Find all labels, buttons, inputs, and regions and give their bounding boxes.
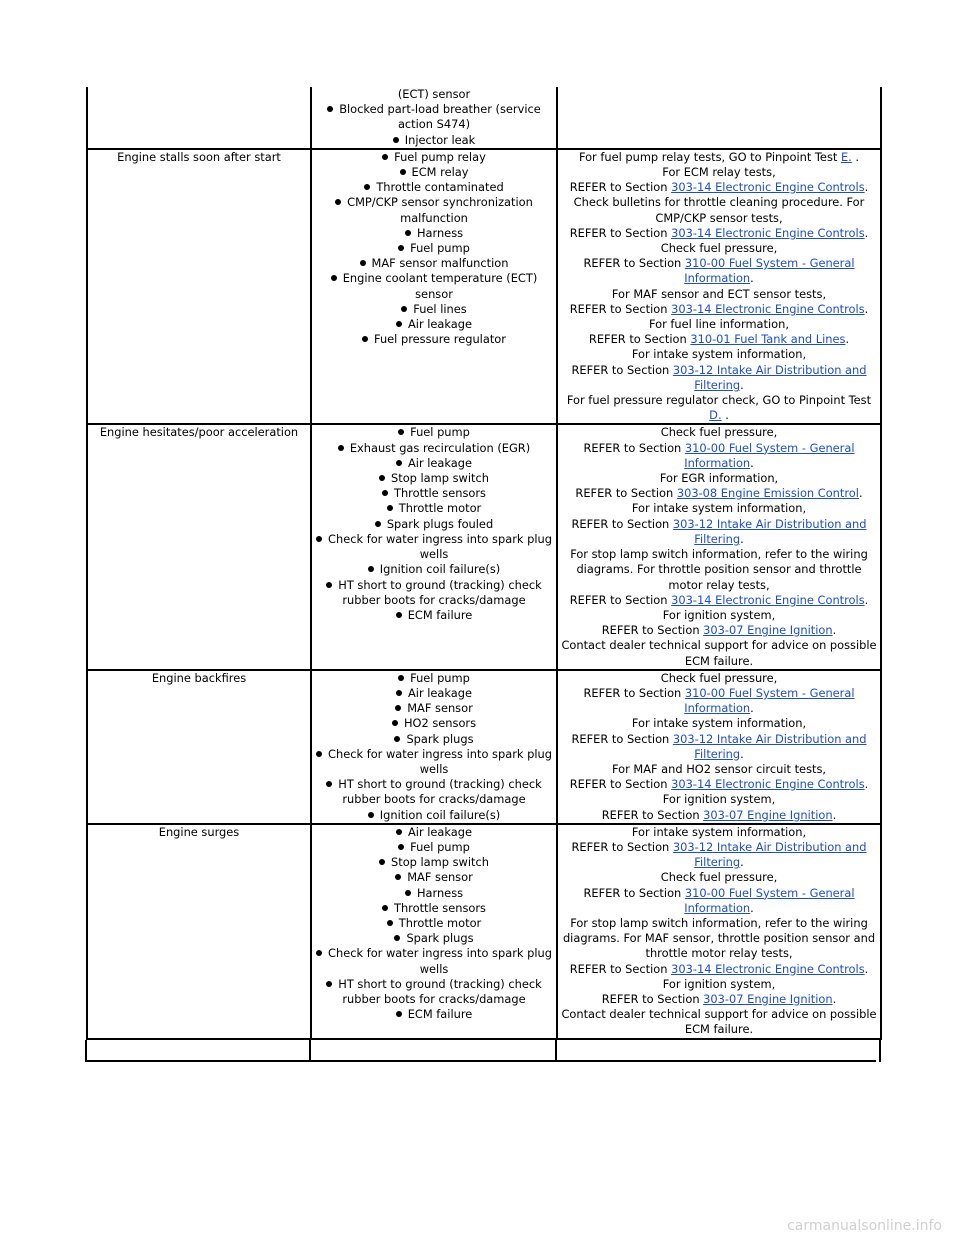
condition-text: Engine surges xyxy=(158,824,240,839)
cause-text: Engine coolant temperature (ECT) sensor xyxy=(342,271,538,301)
section-link[interactable]: 310-00 Fuel System - General Information xyxy=(684,885,855,915)
cause-item xyxy=(314,608,554,623)
section-link[interactable]: E. xyxy=(840,149,852,164)
action-line xyxy=(560,762,878,777)
condition-cell xyxy=(87,87,311,149)
action-text: Check fuel pressure, xyxy=(660,241,778,256)
table-body xyxy=(87,87,881,1039)
cause-text: MAF sensor malfunction xyxy=(371,256,509,271)
action-text-suffix: . xyxy=(740,531,744,546)
table-row xyxy=(87,424,881,669)
causes-list xyxy=(314,425,554,623)
cause-item xyxy=(314,1007,554,1022)
action-text: For intake system information, xyxy=(631,347,807,362)
cause-item xyxy=(314,271,554,301)
action-text: For fuel pump relay tests, GO to Pinpoint Test xyxy=(578,149,841,164)
action-line xyxy=(560,840,878,870)
action-text: REFER to Section xyxy=(569,301,672,316)
causes-cell xyxy=(311,824,557,1039)
action-text: For MAF and HO2 sensor circuit tests, xyxy=(611,761,827,776)
cause-text: Fuel pressure regulator xyxy=(374,332,506,347)
section-link[interactable]: D. xyxy=(709,408,722,423)
bullet-icon xyxy=(396,460,402,466)
section-link[interactable]: 303-07 Engine Ignition xyxy=(703,623,833,638)
action-text-suffix: . xyxy=(740,377,744,392)
cause-text: HO2 sensors xyxy=(403,716,477,731)
action-line xyxy=(560,501,878,516)
section-link[interactable]: 310-00 Fuel System - General Information xyxy=(684,256,855,286)
action-text: REFER to Section xyxy=(571,362,673,377)
bullet-icon xyxy=(405,890,411,896)
action-text-suffix: . xyxy=(750,900,754,915)
cause-item xyxy=(314,946,554,976)
section-link[interactable]: 303-12 Intake Air Distribution and Filtering xyxy=(672,731,867,761)
cause-text: ECM failure xyxy=(407,607,473,622)
causes-list xyxy=(314,825,554,1023)
causes-cell xyxy=(311,87,557,149)
action-text-suffix: . xyxy=(864,961,869,976)
action-text: Check fuel pressure, xyxy=(660,870,778,885)
condition-cell xyxy=(87,424,311,669)
cause-item xyxy=(314,425,554,440)
cause-item xyxy=(314,150,554,165)
action-line xyxy=(560,623,878,638)
section-link[interactable]: 303-12 Intake Air Distribution and Filtering xyxy=(672,839,867,870)
action-text: Check fuel pressure, xyxy=(660,425,778,440)
bullet-icon xyxy=(360,260,366,266)
causes-cell xyxy=(311,424,557,669)
cause-item xyxy=(314,87,554,102)
cause-item xyxy=(314,825,554,840)
condition-text: Engine stalls soon after start xyxy=(117,149,281,164)
bullet-icon xyxy=(326,981,332,987)
cause-item xyxy=(314,532,554,562)
bullet-icon xyxy=(362,336,368,342)
causes-list xyxy=(314,150,554,348)
bullet-icon xyxy=(331,275,337,281)
action-text-suffix: . xyxy=(832,807,837,822)
cause-text: Stop lamp switch xyxy=(391,471,489,486)
action-text-suffix: . xyxy=(858,486,863,501)
bullet-icon xyxy=(387,920,393,926)
action-line xyxy=(560,732,878,762)
cause-text: Throttle motor xyxy=(398,501,482,516)
cause-item xyxy=(314,747,554,777)
action-text: For ignition system, xyxy=(662,607,776,622)
cause-text: MAF sensor xyxy=(407,701,473,716)
cause-item xyxy=(314,102,554,132)
action-text: Contact dealer technical support for advice on possible ECM failure. xyxy=(561,1007,877,1037)
cause-text: Harness xyxy=(416,885,464,900)
action-line xyxy=(560,165,878,180)
section-link[interactable]: 303-14 Electronic Engine Controls xyxy=(671,592,865,607)
action-cell xyxy=(557,670,881,824)
cause-item xyxy=(314,931,554,946)
bullet-icon xyxy=(394,935,400,941)
causes-list xyxy=(314,87,554,148)
action-text: REFER to Section xyxy=(569,225,672,240)
section-link[interactable]: 303-08 Engine Emission Control xyxy=(676,486,859,501)
action-cell xyxy=(557,424,881,669)
cause-item xyxy=(314,808,554,823)
bullet-icon xyxy=(395,874,401,880)
action-text: For intake system information, xyxy=(631,824,807,839)
action-text-suffix: . xyxy=(750,455,754,470)
action-text: For fuel pressure regulator check, GO to Pinpoint Test xyxy=(566,393,872,408)
action-text: For fuel line information, xyxy=(649,317,789,332)
section-link[interactable]: 310-00 Fuel System - General Information xyxy=(684,685,855,716)
cause-text: Stop lamp switch xyxy=(391,855,489,870)
cause-text: MAF sensor xyxy=(407,870,473,885)
action-line xyxy=(560,870,878,885)
action-text: For EGR information, xyxy=(659,471,779,486)
bullet-icon xyxy=(401,306,407,312)
section-link[interactable]: 303-14 Electronic Engine Controls xyxy=(671,301,865,316)
section-link[interactable]: 303-12 Intake Air Distribution and Filtering xyxy=(672,516,867,546)
cause-item xyxy=(314,886,554,901)
action-line xyxy=(560,792,878,807)
cause-text: Spark plugs xyxy=(406,931,474,946)
action-text: REFER to Section xyxy=(569,961,672,976)
cause-text: Fuel pump xyxy=(410,241,470,256)
action-line xyxy=(560,425,878,440)
cause-item xyxy=(314,701,554,716)
section-link[interactable]: 303-07 Engine Ignition xyxy=(703,807,833,822)
cause-item xyxy=(314,732,554,747)
cause-item xyxy=(314,256,554,271)
cause-text: ECM failure xyxy=(407,1007,473,1022)
action-line xyxy=(560,916,878,962)
bullet-icon xyxy=(326,781,332,787)
cause-item xyxy=(314,578,554,608)
cause-item xyxy=(314,777,554,807)
bullet-icon xyxy=(382,490,388,496)
action-text-suffix: . xyxy=(864,225,869,240)
action-text: For stop lamp switch information, refer to the wiring diagrams. For MAF sensor, throttle position sensor and throttle motor relay tests, xyxy=(562,915,876,961)
cause-item xyxy=(314,916,554,931)
cause-item xyxy=(314,332,554,347)
cause-item xyxy=(314,317,554,332)
cause-item xyxy=(314,486,554,501)
cause-text: Air leakage xyxy=(407,685,473,700)
bullet-icon xyxy=(387,505,393,511)
bullet-icon xyxy=(326,582,332,588)
action-line xyxy=(560,686,878,716)
cause-text: Check for water ingress into spark plug wells xyxy=(328,946,552,976)
bullet-icon xyxy=(368,812,374,818)
column-tick xyxy=(879,1040,881,1062)
cause-text: Air leakage xyxy=(407,824,473,839)
cause-text: Ignition coil failure(s) xyxy=(379,562,501,577)
cause-text: Blocked part-load breather (service action S474) xyxy=(339,102,541,132)
action-text: For intake system information, xyxy=(631,501,807,516)
cause-text: HT short to ground (tracking) check rubber boots for cracks/damage xyxy=(338,777,542,807)
action-line xyxy=(560,808,878,823)
section-link[interactable]: 303-07 Engine Ignition xyxy=(703,991,833,1006)
action-text: For stop lamp switch information, refer to the wiring diagrams. For throttle position sensor and throttle motor relay tests, xyxy=(570,547,868,592)
action-line xyxy=(560,287,878,302)
action-line xyxy=(560,241,878,256)
action-cell xyxy=(557,824,881,1039)
bullet-icon xyxy=(375,521,381,527)
action-line xyxy=(560,486,878,501)
action-text: Check bulletins for throttle cleaning procedure. For CMP/CKP sensor tests, xyxy=(573,195,865,225)
action-text-suffix: . xyxy=(740,855,744,870)
cause-text: Throttle sensors xyxy=(394,486,486,501)
cause-item xyxy=(314,226,554,241)
cause-text: Fuel lines xyxy=(413,301,467,316)
action-text-suffix: . xyxy=(740,746,744,761)
bullet-icon xyxy=(379,475,385,481)
bullet-icon xyxy=(395,705,401,711)
action-line xyxy=(560,332,878,347)
action-text-suffix: . xyxy=(845,332,850,347)
bullet-icon xyxy=(398,245,404,251)
cause-item xyxy=(314,165,554,180)
action-text: REFER to Section xyxy=(571,839,673,854)
bullet-icon xyxy=(405,230,411,236)
cause-text: Check for water ingress into spark plug wells xyxy=(328,746,552,776)
action-text: REFER to Section xyxy=(601,807,704,822)
action-line xyxy=(560,1007,878,1037)
bullet-icon xyxy=(382,154,388,160)
cause-item xyxy=(314,441,554,456)
cause-text: Throttle motor xyxy=(398,915,482,930)
table-bottom-rule xyxy=(86,1060,876,1062)
cause-item xyxy=(314,840,554,855)
cause-text: Fuel pump xyxy=(410,425,470,440)
cause-text: Injector leak xyxy=(404,132,476,147)
cause-item xyxy=(314,562,554,577)
bullet-icon xyxy=(396,829,402,835)
bullet-icon xyxy=(396,612,402,618)
action-text-suffix: . xyxy=(750,271,754,286)
diagnosis-table xyxy=(86,87,882,1040)
table-row xyxy=(87,149,881,425)
bullet-icon xyxy=(394,736,400,742)
action-line xyxy=(560,608,878,623)
cause-text: (ECT) sensor xyxy=(397,87,471,101)
action-text: REFER to Section xyxy=(583,256,685,271)
condition-cell xyxy=(87,149,311,425)
table-row xyxy=(87,87,881,149)
action-cell xyxy=(557,87,881,149)
action-text: REFER to Section xyxy=(569,592,672,607)
action-text-suffix: . xyxy=(750,701,754,716)
section-link[interactable]: 303-12 Intake Air Distribution and Filtering xyxy=(672,362,867,392)
action-text: REFER to Section xyxy=(583,685,685,700)
cause-item xyxy=(314,302,554,317)
action-line xyxy=(560,393,878,423)
action-text: REFER to Section xyxy=(569,777,672,792)
action-line xyxy=(560,256,878,286)
action-text: For ECM relay tests, xyxy=(662,165,776,180)
action-line xyxy=(560,517,878,547)
condition-cell xyxy=(87,670,311,824)
section-link[interactable]: 303-14 Electronic Engine Controls xyxy=(671,180,865,195)
bullet-icon xyxy=(335,199,341,205)
cause-text: Spark plugs fouled xyxy=(386,516,494,531)
action-text: REFER to Section xyxy=(601,623,704,638)
action-text-suffix: . xyxy=(832,623,837,638)
action-cell xyxy=(557,149,881,425)
action-text: Check fuel pressure, xyxy=(660,670,778,685)
bullet-icon xyxy=(396,1011,402,1017)
cause-text: Check for water ingress into spark plug wells xyxy=(328,531,552,562)
table-row xyxy=(87,670,881,824)
action-line xyxy=(560,716,878,731)
action-text: REFER to Section xyxy=(575,486,677,501)
cause-text: Fuel pump xyxy=(410,839,470,854)
cause-text: Ignition coil failure(s) xyxy=(379,807,501,822)
action-text: Contact dealer technical support for advice on possible ECM failure. xyxy=(561,638,877,668)
bullet-icon xyxy=(400,169,406,175)
action-line xyxy=(560,547,878,593)
action-text: REFER to Section xyxy=(583,885,685,900)
section-link[interactable]: 303-14 Electronic Engine Controls xyxy=(671,961,865,976)
action-line xyxy=(560,638,878,668)
action-text: REFER to Section xyxy=(601,991,704,1006)
action-line xyxy=(560,593,878,608)
section-link[interactable]: 303-14 Electronic Engine Controls xyxy=(671,225,865,240)
cause-item xyxy=(314,471,554,486)
causes-cell xyxy=(311,149,557,425)
action-text: For ignition system, xyxy=(662,976,776,991)
cause-text: Air leakage xyxy=(407,455,473,470)
cause-text: Fuel pump xyxy=(410,670,470,685)
bullet-icon xyxy=(364,184,370,190)
bullet-icon xyxy=(393,137,399,143)
action-text-suffix: . xyxy=(864,180,869,195)
cause-text: Harness xyxy=(416,225,464,240)
action-line xyxy=(560,347,878,362)
action-line xyxy=(560,226,878,241)
action-line xyxy=(560,471,878,486)
action-text: REFER to Section xyxy=(571,731,673,746)
action-text: REFER to Section xyxy=(571,516,673,531)
action-line xyxy=(560,302,878,317)
action-text: REFER to Section xyxy=(569,180,672,195)
causes-cell xyxy=(311,670,557,824)
action-line xyxy=(560,671,878,686)
bullet-icon xyxy=(327,106,333,112)
cause-text: Exhaust gas recirculation (EGR) xyxy=(349,440,531,455)
cause-item xyxy=(314,671,554,686)
cause-item xyxy=(314,241,554,256)
bullet-icon xyxy=(316,536,322,542)
cause-text: HT short to ground (tracking) check rubber boots for cracks/damage xyxy=(338,577,542,607)
column-tick xyxy=(309,1040,311,1062)
bullet-icon xyxy=(398,844,404,850)
table-row xyxy=(87,824,881,1039)
cause-item xyxy=(314,517,554,532)
cause-text: CMP/CKP sensor synchronization malfunction xyxy=(347,195,533,225)
cause-text: Throttle sensors xyxy=(394,900,486,915)
action-text: For ignition system, xyxy=(662,792,776,807)
action-text-suffix: . xyxy=(851,149,860,164)
action-line xyxy=(560,180,878,195)
action-line xyxy=(560,825,878,840)
bullet-icon xyxy=(368,566,374,572)
cause-item xyxy=(314,855,554,870)
action-text-suffix: . xyxy=(864,777,869,792)
cause-text: HT short to ground (tracking) check rubber boots for cracks/damage xyxy=(338,976,542,1006)
cause-text: Throttle contaminated xyxy=(376,180,504,195)
cause-item xyxy=(314,180,554,195)
cause-item xyxy=(314,870,554,885)
column-tick xyxy=(555,1040,557,1062)
action-text-suffix: . xyxy=(864,592,869,607)
action-line xyxy=(560,150,878,165)
section-link[interactable]: 303-14 Electronic Engine Controls xyxy=(671,777,865,792)
causes-list xyxy=(314,671,554,823)
bullet-icon xyxy=(316,950,322,956)
bullet-icon xyxy=(396,690,402,696)
action-line xyxy=(560,363,878,393)
cause-item xyxy=(314,195,554,225)
action-text: REFER to Section xyxy=(588,332,691,347)
action-text-suffix: . xyxy=(832,991,837,1006)
action-line xyxy=(560,977,878,992)
bullet-icon xyxy=(392,720,398,726)
cause-text: Spark plugs xyxy=(406,731,474,746)
condition-text: Engine hesitates/poor acceleration xyxy=(99,425,299,440)
cause-item xyxy=(314,901,554,916)
action-text: For MAF sensor and ECT sensor tests, xyxy=(611,286,827,301)
cause-item xyxy=(314,686,554,701)
watermark-text: carmanualsonline.info xyxy=(787,1218,942,1234)
action-line xyxy=(560,886,878,916)
action-text: REFER to Section xyxy=(583,440,685,455)
cause-item xyxy=(314,977,554,1007)
cause-text: Fuel pump relay xyxy=(394,149,486,164)
bullet-icon xyxy=(379,859,385,865)
action-line xyxy=(560,777,878,792)
bullet-icon xyxy=(338,445,344,451)
cause-item xyxy=(314,501,554,516)
action-line xyxy=(560,317,878,332)
action-text-suffix: . xyxy=(864,301,869,316)
action-line xyxy=(560,992,878,1007)
condition-text: Engine backfires xyxy=(151,670,247,685)
column-tick xyxy=(85,1040,87,1062)
cause-item xyxy=(314,133,554,148)
cause-item xyxy=(314,716,554,731)
section-link[interactable]: 310-01 Fuel Tank and Lines xyxy=(690,332,846,347)
action-text: For intake system information, xyxy=(631,716,807,731)
cause-text: ECM relay xyxy=(411,165,469,180)
section-link[interactable]: 310-00 Fuel System - General Information xyxy=(684,440,855,470)
bullet-icon xyxy=(398,429,404,435)
bullet-icon xyxy=(398,675,404,681)
bullet-icon xyxy=(396,321,402,327)
cause-item xyxy=(314,456,554,471)
cause-text: Air leakage xyxy=(407,317,473,332)
bullet-icon xyxy=(382,905,388,911)
action-line xyxy=(560,195,878,225)
condition-cell xyxy=(87,824,311,1039)
action-line xyxy=(560,962,878,977)
action-line xyxy=(560,441,878,471)
bullet-icon xyxy=(316,751,322,757)
action-text-suffix: . xyxy=(721,408,729,423)
